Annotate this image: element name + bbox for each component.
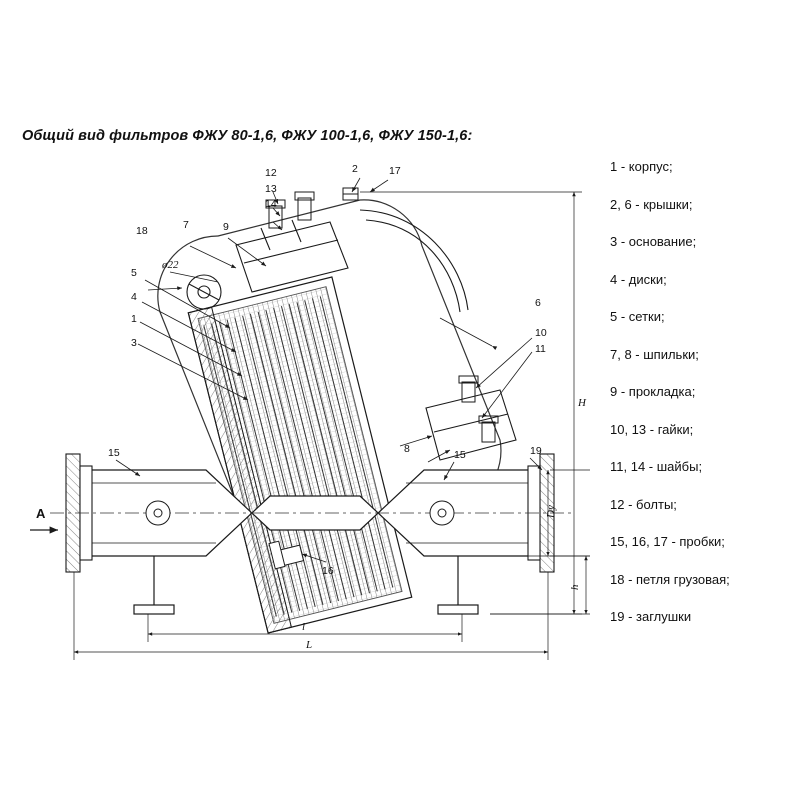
right-cover — [426, 390, 516, 460]
legend-item: 3 - основание; — [610, 234, 697, 249]
section-mark-label: A — [36, 506, 46, 521]
dim-length-inner: l — [302, 621, 306, 633]
callout-13: 13 — [265, 183, 277, 195]
callout-4: 4 — [131, 291, 137, 303]
callout-1: 1 — [131, 313, 137, 325]
legend-list — [610, 160, 795, 648]
dim-height: H — [578, 397, 586, 409]
callout-19: 19 — [530, 445, 542, 457]
callout-15-right: 15 — [454, 449, 466, 461]
callout-9: 9 — [223, 221, 229, 233]
callout-6: 6 — [535, 297, 541, 309]
legend-item: 4 - диски; — [610, 271, 667, 287]
callout-8: 8 — [404, 443, 410, 455]
dim-length-outer: L — [306, 639, 313, 651]
legend-item: 1 - корпус; — [610, 159, 673, 174]
callout-16: 16 — [322, 565, 334, 577]
dim-hole: ø22 — [162, 259, 179, 271]
callout-2: 2 — [352, 163, 358, 175]
callout-7: 7 — [183, 219, 189, 231]
top-handle — [360, 210, 468, 312]
callout-12: 12 — [265, 167, 277, 179]
callout-3: 3 — [131, 337, 137, 349]
legend-item: 15, 16, 17 - пробки; — [610, 534, 725, 549]
callout-17: 17 — [389, 165, 401, 177]
legend-item: 19 - заглушки — [610, 609, 692, 624]
lifting-eye — [187, 275, 221, 309]
legend-item: 11, 14 - шайбы; — [610, 459, 703, 474]
technical-drawing — [30, 150, 600, 680]
callout-15-left: 15 — [108, 447, 120, 459]
callout-5: 5 — [131, 267, 137, 279]
legend-item: 18 - петля грузовая; — [610, 571, 730, 587]
dim-dn: Dу — [545, 505, 557, 518]
callout-10: 10 — [535, 327, 547, 339]
callout-11: 11 — [535, 343, 546, 355]
legend-item: 12 - болты; — [610, 496, 677, 512]
callout-18: 18 — [136, 225, 148, 237]
legend-item: 5 - сетки; — [610, 309, 665, 324]
dim-h: h — [569, 584, 581, 590]
legend-item: 7, 8 - шпильки; — [610, 346, 699, 362]
legend-item: 10, 13 - гайки; — [610, 421, 694, 437]
callout-14: 14 — [265, 198, 277, 210]
legend-item: 2, 6 - крышки; — [610, 196, 693, 212]
top-studs — [266, 188, 358, 228]
disc-stack — [188, 277, 411, 633]
page-title: Общий вид фильтров ФЖУ 80-1,6, ФЖУ 100-1,6, ФЖУ 150-1,6: — [22, 128, 473, 144]
legend-item: 9 - прокладка; — [610, 384, 696, 399]
